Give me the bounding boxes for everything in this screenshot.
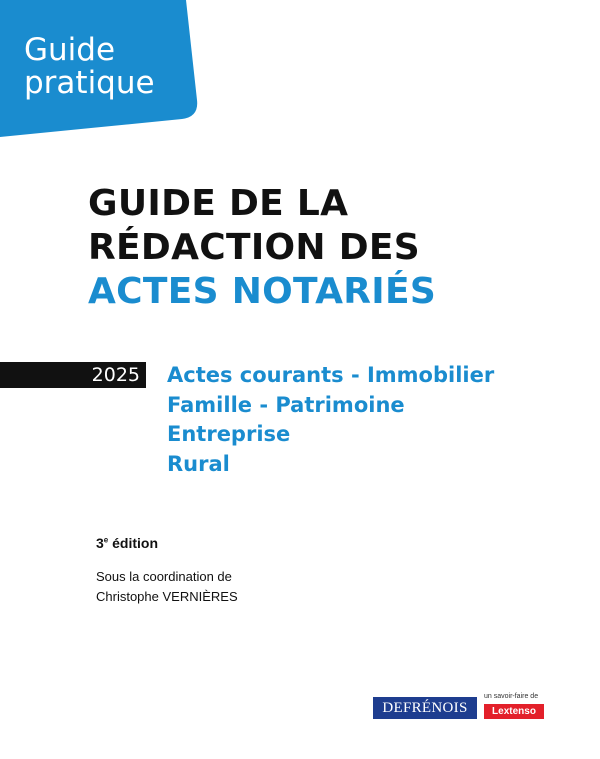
coordination-line-1: Sous la coordination de [96,569,232,584]
title-line-1: GUIDE DE LA [88,183,349,224]
subject-item: Rural [167,451,230,476]
banner-line-pratique: pratique [24,65,155,101]
subjects-list [167,361,494,479]
subject-item: Entreprise [167,422,291,446]
edition-text: édition [108,535,159,551]
subject-item: Actes courants - Immobilier [167,363,495,387]
coordination-line-2: Christophe VERNIÈRES [96,589,238,604]
guide-pratique-banner [0,0,600,140]
book-title [88,182,436,314]
publisher-logo-lextenso: Lextenso [484,704,544,719]
publisher-tagline: un savoir-faire de [484,693,539,700]
year-label: 2025 [91,364,140,386]
edition-label [96,535,158,551]
publisher-logo-defrenois: DEFRÉNOIS [373,697,477,719]
edition-superscript: e [103,535,109,545]
title-line-3: ACTES NOTARIÉS [88,271,437,312]
coordination [96,567,238,607]
banner-line-guide: Guide [24,32,116,68]
title-line-2: RÉDACTION DES [88,227,420,268]
edition-number: 3 [96,535,104,551]
year-bar [0,362,146,388]
banner-label [24,34,155,100]
subject-item: Famille - Patrimoine [167,392,405,417]
